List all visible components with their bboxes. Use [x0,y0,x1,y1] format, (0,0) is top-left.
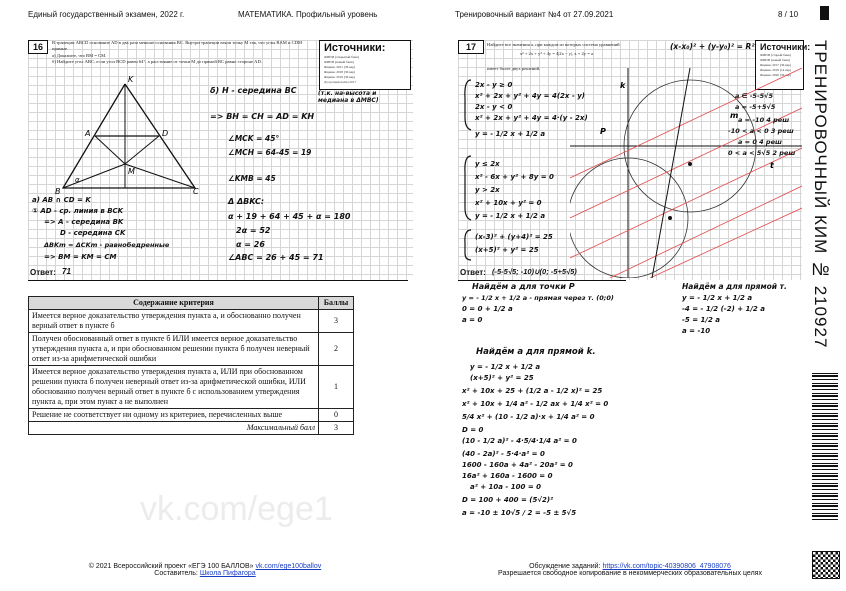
task16-answer-value: 71 [62,267,71,276]
footer-license: Разрешается свободное копирование в некоммерческих образовательных целях [498,570,762,577]
footer-left [60,563,350,577]
t17-find3: a² + 10a - 100 = 0 [470,483,541,491]
table-row [29,422,354,435]
figure-label-a: A [85,129,91,138]
t16-work: ∠ABC = 26 + 45 = 71 [228,253,324,262]
source-item: Ященко 2017 (36 вар) [760,63,792,67]
t17-work: y = - 1/2 x + 1/2 a [475,130,546,138]
t16-aside-note: (т.к. на-высота и медиана в ΔMBC) [318,90,379,104]
task16-problem: В трапеции ABCD основание AD в два раза меньше основания BC. Внутри трапеции взяли точку M так, что углы BAM и CDM прямые. [52,40,303,51]
figure-label-d: D [162,129,169,138]
t17-work: (x-3)² + (y+4)² = 25 [475,233,553,241]
t16-work: α = 26 [236,240,265,249]
t17-find3: D = 100 + 400 = (5√2)² [462,496,554,504]
t17-find2: -4 = - 1/2 (-2) + 1/2 a [682,305,765,313]
criteria-table [28,296,354,435]
graph-label-m: m [730,111,739,120]
corner-marker [820,6,829,20]
t17-find3: x² + 10x + 1/4 a² - 1/2 ax + 1/4 x² = 0 [462,400,609,408]
footer-link-discussion[interactable]: https://vk.com/topic-40390806_47908076 [602,563,731,570]
t17-find3: 16a² + 160a - 1600 = 0 [462,472,553,480]
watermark: vk.com/ege1 [140,490,333,528]
task16-answer-line [28,268,408,281]
t17-header-eq: (x-x₀)² + (y-y₀)² = R² [670,42,755,51]
header-subject: МАТЕМАТИКА. Профильный уровень [238,10,378,19]
t17-find3: 1600 - 160a + 4a² - 20a² = 0 [462,461,573,469]
task17-number: 17 [458,40,484,54]
t17-find3: Найдём a для прямой k. [476,347,596,357]
criteria-text: Имеется верное доказательство утверждения пункта а, ИЛИ при обоснованном решении пункта б получен неверный ответ из-за арифметической ошибки, ИЛИ обоснованно получен верный ответ в пункте б с использованием утверждения пункта а, при этом пункт а не выполнен [29,366,319,409]
t16-note: ΔBKm = ΔCKm - равнобедренные [44,241,170,249]
source-item: Ященко 2021 (36 вар) [324,65,356,69]
kim-label-text: ТРЕНИРОВОЧНЫЙ КИМ № 210927 [811,40,830,349]
header-exam-title: Единый государственный экзамен, 2022 г. [28,10,185,19]
task16-number: 16 [28,40,48,54]
t17-work: (x+5)² + y² = 25 [475,246,539,254]
source-item: Ященко 2019 (36 вар) [324,75,356,79]
t16-work: ∠KMB = 45 [228,174,276,183]
figure-label-c: C [193,187,199,195]
t17-work: x² + 2x + y² + 4y = 4·(y - 2x) [475,114,588,122]
t17-right-note: a ∈ -5-5√5 [735,92,774,100]
footer-discussion-label: Обсуждение заданий: [529,563,601,570]
t17-find3: D = 0 [462,426,484,434]
t17-work: 2x - y ≥ 0 [475,81,513,89]
t16-note: D - середина CK [60,229,126,237]
t16-work: Δ ΔBKC: [228,197,265,206]
source-item: ФИПИ (старый банк) [760,53,791,57]
t17-find3: y = - 1/2 x + 1/2 a [470,363,541,371]
table-row [29,409,354,422]
footer-right [480,563,780,577]
kim-side-label [808,40,838,370]
criteria-score: 1 [319,366,354,409]
criteria-score: 2 [319,333,354,366]
qr-code [812,551,840,579]
t17-work: 2x - y < 0 [475,103,513,111]
t16-work: => BH = CH = AD = KH [210,112,315,121]
source-item: ФИПИ (открытый банк) [324,55,359,59]
t17-find1: Найдём a для точки P [472,282,575,291]
task17-answer-value: (-5-5√5; -10)∪(0; -5+5√5) [492,267,577,276]
footer-link-school[interactable]: Школа Пифагора [199,570,256,577]
graph-label-p: P [600,127,606,136]
t17-right-note: a = -10 4 реш [738,116,790,124]
t17-work: x² + 2x + y² + 4y = 4(2x - y) [475,92,585,100]
sources-title: Источники: [760,42,811,52]
t16-work: δ) H - середина BC [210,86,297,95]
t17-find3: (x+5)² + y² = 25 [470,374,534,382]
criteria-text: Имеется верное доказательство утверждения пункта а, и обоснованно получен верный ответ в пункте б [29,310,319,333]
source-item: ФИПИ (новый банк) [324,60,354,64]
header-variant: Тренировочный вариант №4 от 27.09.2021 [455,10,614,19]
task17-system: x² + 2x + y² + 4y = 4|2x − y|, x + 2y = a [520,51,594,56]
t16-work: 2α = 52 [236,226,271,235]
t17-find3: a = -10 ± 10√5 / 2 = -5 ± 5√5 [462,509,577,517]
sources-title: Источники: [324,42,386,54]
table-row [29,366,354,409]
criteria-header-content: Содержание критерия [29,297,319,310]
task17-problem-end: имеет более двух решений. [487,66,541,71]
t17-find2: a = -10 [682,327,711,335]
t17-find2: -5 = 1/2 a [682,316,720,324]
criteria-score: 3 [319,310,354,333]
criteria-header-score: Баллы [319,297,354,310]
graph-label-t: t [770,161,774,170]
trapezoid-figure [55,70,205,195]
criteria-max-score: 3 [319,422,354,435]
barcode [812,370,838,520]
criteria-text: Решение не соответствует ни одному из критериев, перечисленных выше [29,409,319,422]
task16-part-b: б) Найдите угол ABC, если угол BCD равен 64°, а расстояние от точки M до прямой BC равно стороне AD. [52,59,262,64]
task17-problem: Найдите все значения a, при каждом из которых система уравнений [487,42,620,47]
t17-right-note: a = 0 4 реш [738,138,782,146]
header-page-number: 8 / 10 [778,10,799,19]
t17-work: y > 2x [475,186,500,194]
graph-label-k: k [620,81,626,90]
t16-note: => BM = KM = CM [44,253,117,261]
t17-right-note: a = -5+5√5 [735,103,776,111]
t17-work: y ≤ 2x [475,160,500,168]
criteria-text: Получен обоснованный ответ в пункте б ИЛИ имеется верное доказательство утверждения пункта а, и при обоснованном решении пункта б получен неверный ответ из-за арифметической ошибки [29,333,319,366]
t16-note: => A - середина BK [44,218,124,226]
source-item: Ященко 2019 (14 вар) [760,68,792,72]
t17-find1: y = - 1/2 x + 1/2 a - прямая через т. (0;0) [462,294,614,302]
t16-work: ∠MCH = 64-45 = 19 [228,148,312,157]
t16-note: ① AD - ср. линия в BCK [32,207,124,215]
t17-find3: (10 - 1/2 a)² - 4·5/4·1/4 a² = 0 [462,437,577,445]
t17-find1: a = 0 [462,316,483,324]
figure-label-alpha: α [75,176,80,184]
task16-part-a: а) Докажите, что BM = CM. [52,53,107,58]
source-item: ФИПИ (новый банк) [760,58,790,62]
task16-sources [319,40,411,90]
t16-work: α + 19 + 64 + 45 + α = 180 [228,212,351,221]
criteria-max-label: Максимальный балл [29,422,319,435]
figure-label-b: B [55,187,61,195]
system-braces [462,78,474,263]
footer-copyright: © 2021 Всероссийский проект «ЕГЭ 100 БАЛЛОВ» [88,563,254,570]
t17-work: x² + 10x + y² = 0 [475,199,542,207]
t17-right-note: 0 < a < 5√5 2 реш [728,149,796,157]
footer-link-vk[interactable]: vk.com/ege100ballov [255,563,322,570]
source-item: Ященко 2018 (36 вар) [324,70,356,74]
t16-note: а) AB ∩ CD = K [32,196,91,204]
source-item: Ященко 2020 (36 вар) [760,73,792,77]
task16-answer-label: Ответ: [30,268,56,277]
t17-find3: x² + 10x + 25 + (1/2 a - 1/2 x)² = 25 [462,387,603,395]
t17-find3: 5/4 x² + (10 - 1/2 a)·x + 1/4 a² = 0 [462,413,595,421]
table-row [29,310,354,333]
t17-find1: 0 = 0 + 1/2 a [462,305,513,313]
t17-find2: Найдём a для прямой т. [682,282,787,291]
t17-work: y = - 1/2 x + 1/2 a [475,212,546,220]
t17-find2: y = - 1/2 x + 1/2 a [682,294,753,302]
footer-author-label: Составитель: [154,570,198,577]
t17-find3: (40 - 2a)² - 5·4·a² = 0 [462,450,545,458]
t17-right-note: -10 < a < 0 3 реш [728,127,794,135]
table-row [29,333,354,366]
t16-work: ∠MCK = 45° [228,134,280,143]
figure-label-k: K [128,75,134,84]
t17-work: x² - 6x + y² + 8y = 0 [475,173,554,181]
source-item: Досрочная волна 2017 [324,80,357,84]
figure-label-m: M [128,167,135,176]
task17-answer-label: Ответ: [460,268,486,277]
criteria-score: 0 [319,409,354,422]
